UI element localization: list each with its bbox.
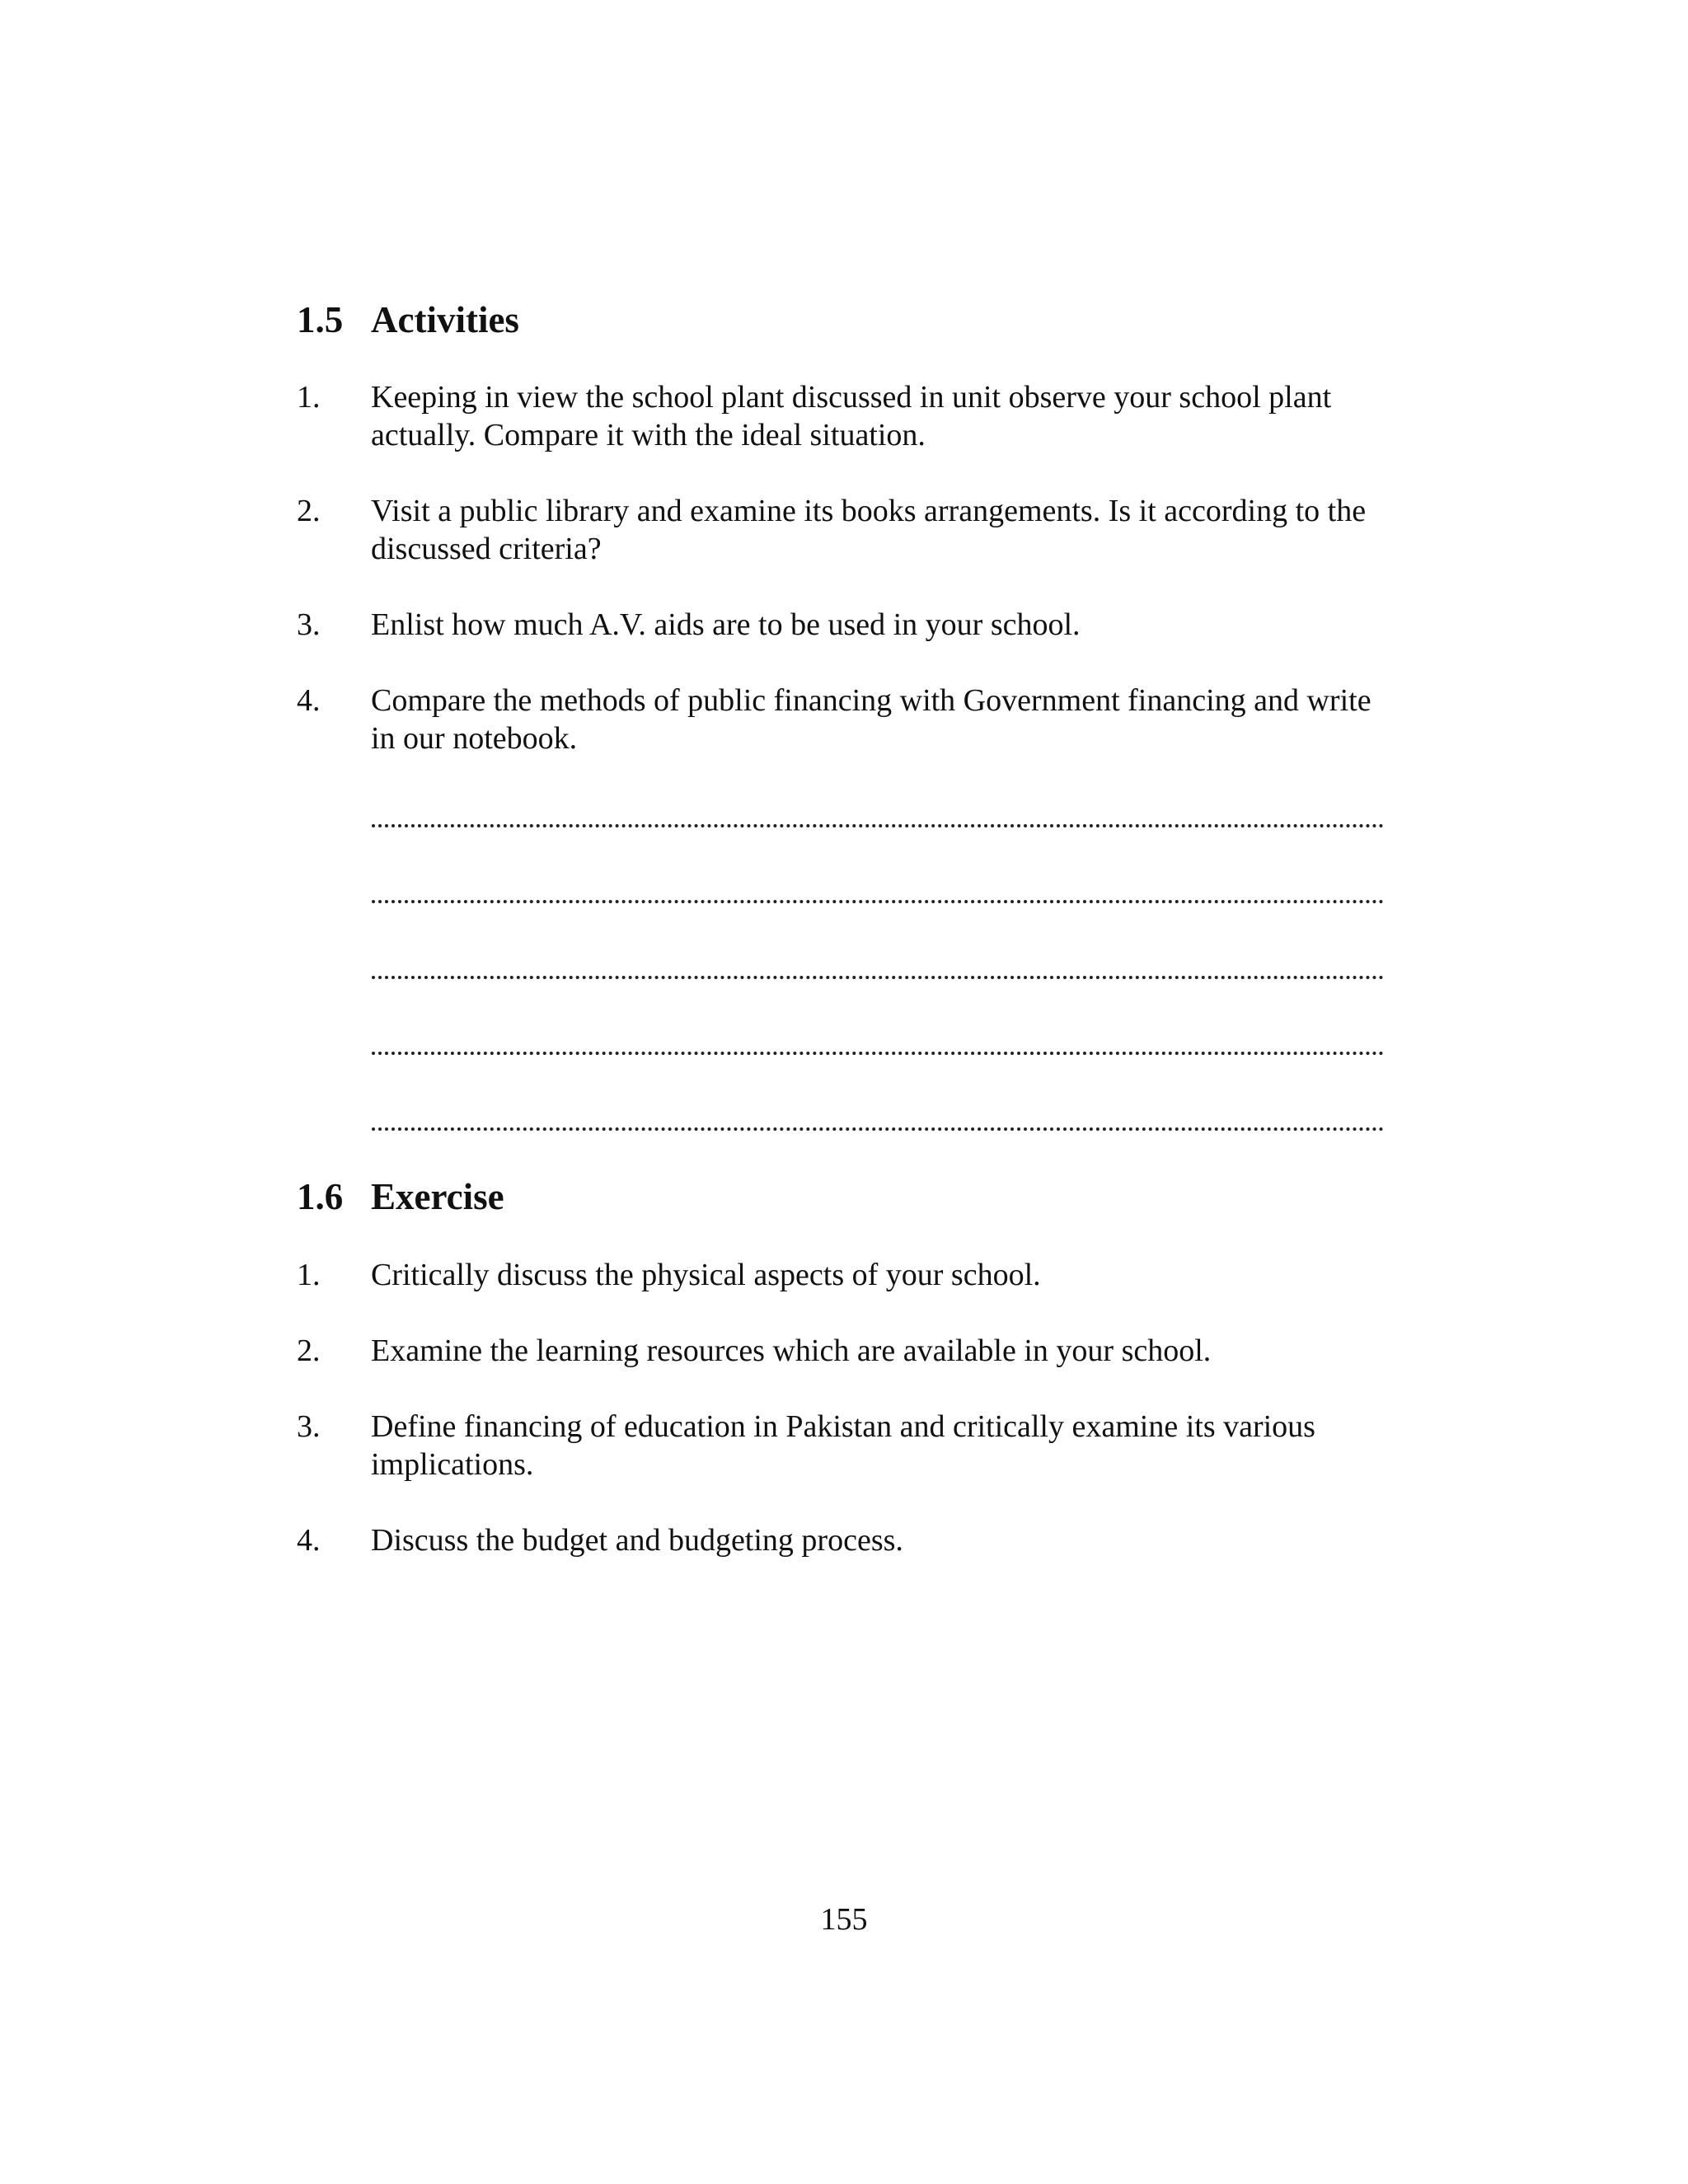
answer-line <box>372 1127 1384 1131</box>
item-text: Enlist how much A.V. aids are to be used in your school. <box>371 607 1081 642</box>
item-number: 1. <box>297 1258 321 1292</box>
section-heading-activities <box>297 299 519 340</box>
item-number: 2. <box>297 1333 321 1368</box>
item-text: Critically discuss the physical aspects of your school. <box>371 1258 1041 1292</box>
list-item <box>297 1332 1393 1370</box>
item-text: Visit a public library and examine its books arrangements. Is it according to the discussed criteria? <box>371 494 1367 566</box>
item-number: 2. <box>297 494 321 528</box>
item-number: 1. <box>297 380 321 415</box>
answer-line <box>372 1052 1384 1055</box>
item-text: Compare the methods of public financing with Government financing and write in our notebook. <box>371 683 1372 756</box>
list-item <box>297 492 1393 568</box>
item-number: 3. <box>297 607 321 642</box>
section-number: 1.5 <box>297 299 344 340</box>
answer-line <box>372 976 1384 979</box>
item-number: 4. <box>297 683 321 718</box>
section-title: Activities <box>371 299 519 340</box>
item-text: Discuss the budget and budgeting process. <box>371 1523 903 1558</box>
page-number: 155 <box>820 1902 868 1937</box>
list-item <box>297 1408 1393 1483</box>
list-item <box>297 378 1393 454</box>
section-title: Exercise <box>371 1176 504 1217</box>
item-text: Keeping in view the school plant discussed in unit observe your school plant actually. Compare it with the ideal situation. <box>371 380 1332 452</box>
answer-line <box>372 824 1384 827</box>
list-item <box>297 1521 1393 1559</box>
list-item <box>297 682 1393 757</box>
list-item <box>297 606 1393 644</box>
item-text: Define financing of education in Pakistan and critically examine its various implications. <box>371 1409 1315 1482</box>
section-heading-exercise <box>297 1176 504 1217</box>
item-number: 4. <box>297 1523 321 1558</box>
list-item <box>297 1256 1393 1294</box>
section-number: 1.6 <box>297 1176 344 1217</box>
item-number: 3. <box>297 1409 321 1444</box>
answer-line <box>372 900 1384 903</box>
item-text: Examine the learning resources which are available in your school. <box>371 1333 1212 1368</box>
